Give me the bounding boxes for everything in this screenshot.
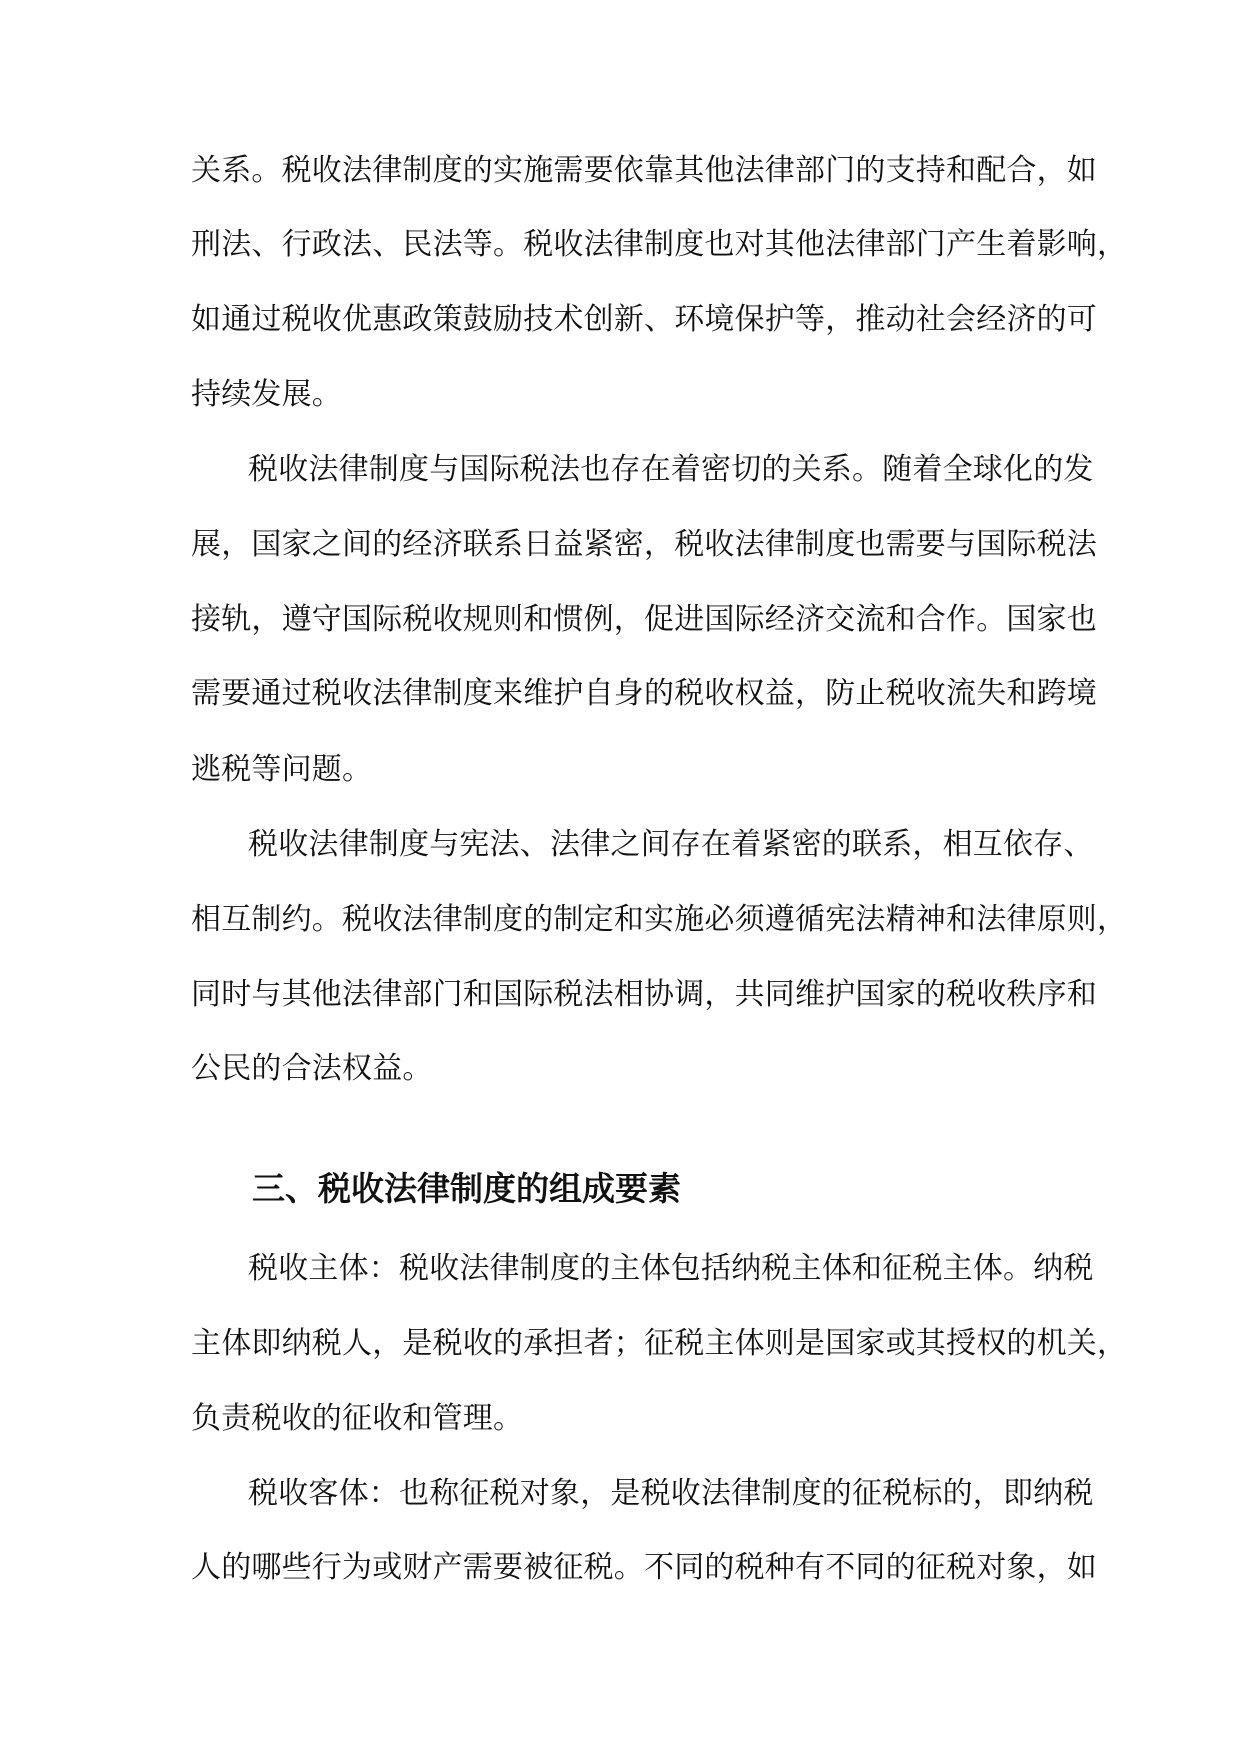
paragraph-4-line-2: 主体即纳税人，是税收的承担者；征税主体则是国家或其授权的机关， — [191, 1326, 1128, 1361]
paragraph-3-line-3: 同时与其他法律部门和国际税法相协调，共同维护国家的税收秩序和 — [191, 977, 1097, 1012]
paragraph-1-line-3: 如通过税收优惠政策鼓励技术创新、环境保护等，推动社会经济的可 — [191, 302, 1097, 337]
paragraph-2-line-4: 需要通过税收法律制度来维护自身的税收权益，防止税收流失和跨境 — [191, 676, 1097, 711]
paragraph-5-line-1: 税收客体：也称征税对象，是税收法律制度的征税标的，即纳税 — [248, 1476, 1094, 1511]
paragraph-4-line-1: 税收主体：税收法律制度的主体包括纳税主体和征税主体。纳税 — [248, 1251, 1094, 1286]
paragraph-3-line-2: 相互制约。税收法律制度的制定和实施必须遵循宪法精神和法律原则， — [191, 902, 1128, 937]
paragraph-4-line-3: 负责税收的征收和管理。 — [191, 1401, 524, 1436]
paragraph-3-line-4: 公民的合法权益。 — [191, 1051, 433, 1086]
section-heading: 三、税收法律制度的组成要素 — [252, 1169, 681, 1208]
paragraph-5-line-2: 人的哪些行为或财产需要被征税。不同的税种有不同的征税对象，如 — [191, 1550, 1097, 1585]
paragraph-3-line-1: 税收法律制度与宪法、法律之间存在着紧密的联系，相互依存、 — [248, 827, 1094, 862]
paragraph-2-line-5: 逃税等问题。 — [191, 752, 373, 787]
paragraph-1-line-2: 刑法、行政法、民法等。税收法律制度也对其他法律部门产生着影响， — [191, 227, 1128, 262]
paragraph-2-line-1: 税收法律制度与国际税法也存在着密切的关系。随着全球化的发 — [248, 452, 1094, 487]
paragraph-1-line-4: 持续发展。 — [191, 377, 342, 412]
paragraph-2-line-2: 展，国家之间的经济联系日益紧密，税收法律制度也需要与国际税法 — [191, 527, 1097, 562]
paragraph-2-line-3: 接轨，遵守国际税收规则和惯例，促进国际经济交流和合作。国家也 — [191, 602, 1097, 637]
paragraph-1-line-1: 关系。税收法律制度的实施需要依靠其他法律部门的支持和配合，如 — [191, 153, 1097, 188]
